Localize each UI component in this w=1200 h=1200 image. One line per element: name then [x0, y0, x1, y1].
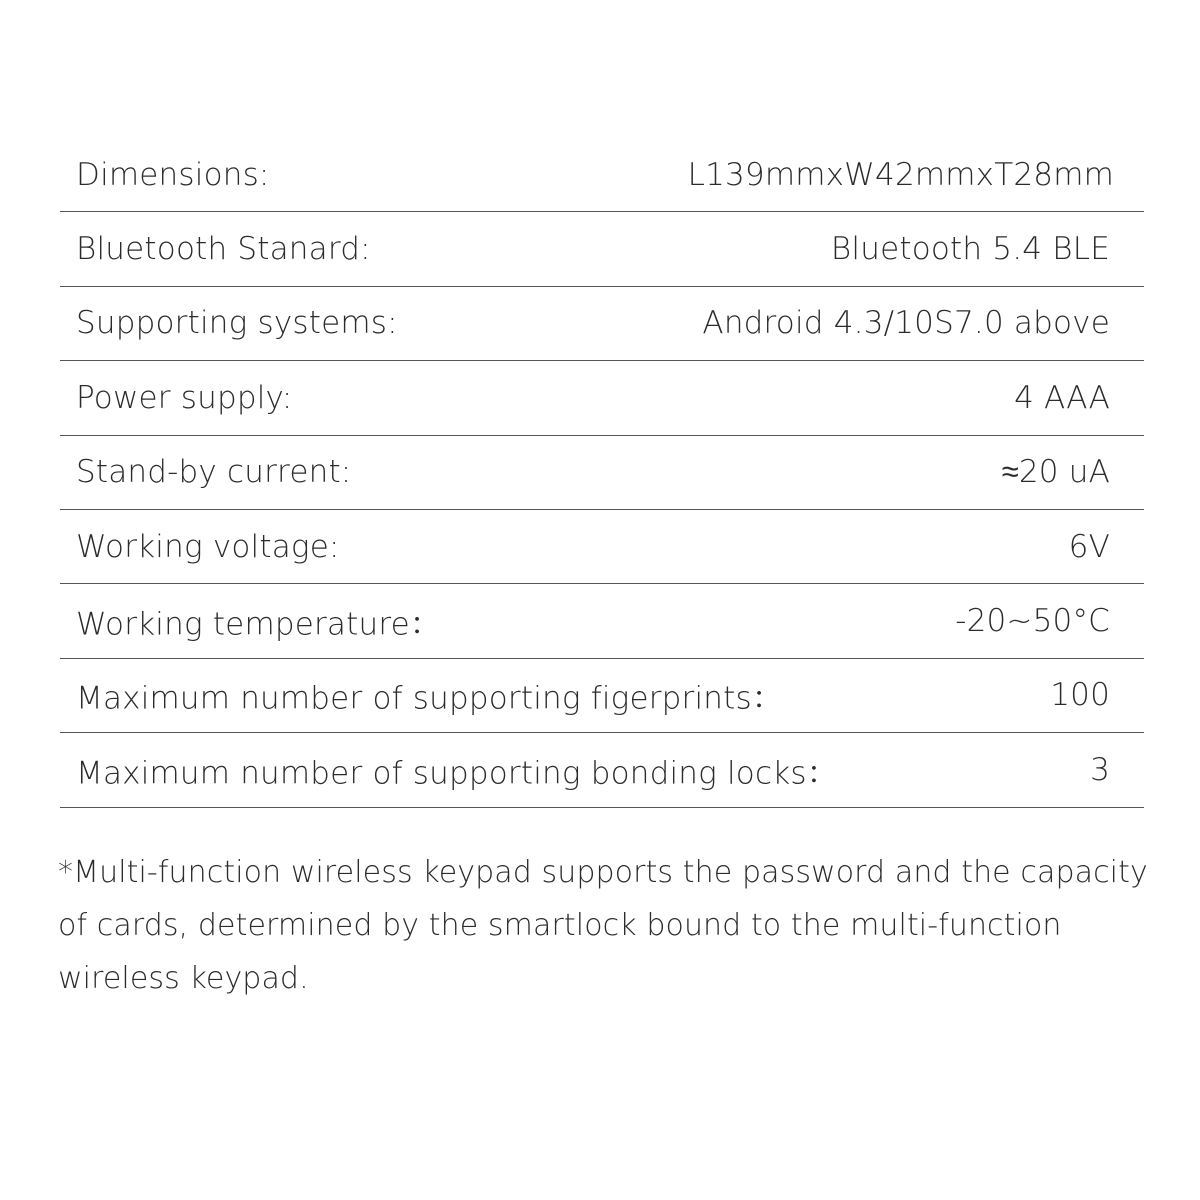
spec-label: Working voltage:	[76, 528, 340, 565]
spec-value: Bluetooth 5.4 BLE	[830, 231, 1110, 268]
spec-value: 4 AAA	[1014, 379, 1110, 416]
spec-label: Dimensions:	[76, 156, 270, 193]
footnote-line: *Multi-function wireless keypad supports the password and the capacity	[58, 855, 1148, 890]
spec-row-dimensions	[60, 138, 1144, 212]
spec-row-max-fingerprints	[60, 659, 1144, 733]
spec-row-power-supply	[60, 361, 1144, 435]
spec-value: 100	[1050, 677, 1110, 714]
spec-table	[60, 138, 1144, 808]
spec-row-working-temperature	[60, 584, 1144, 658]
spec-value: L139mmxW42mmxT28mm	[687, 156, 1114, 193]
spec-label: Maximum number of supporting bonding locks：	[76, 755, 838, 792]
spec-label: Supporting systems:	[76, 305, 398, 342]
spec-label: Bluetooth Stanard:	[76, 231, 371, 268]
spec-row-standby-current	[60, 436, 1144, 510]
footnote	[58, 846, 1158, 1005]
spec-label: Maximum number of supporting figerprints：	[76, 680, 784, 717]
spec-label: Power supply:	[76, 379, 293, 416]
footnote-line: of cards, determined by the smartlock bound to the multi-function	[58, 908, 1062, 943]
spec-row-working-voltage	[60, 510, 1144, 584]
spec-label: Working temperature：	[76, 606, 442, 643]
spec-value: 3	[1090, 751, 1110, 788]
spec-value: ≈20 uA	[1001, 454, 1110, 491]
spec-label: Stand-by current:	[76, 454, 352, 491]
spec-row-max-bonding-locks	[60, 733, 1144, 807]
footnote-line: wireless keypad.	[58, 961, 309, 996]
spec-value: 6V	[1068, 528, 1110, 565]
spec-value: -20~50°C	[955, 603, 1110, 640]
spec-row-supporting-systems	[60, 287, 1144, 361]
spec-row-bluetooth-standard	[60, 212, 1144, 286]
spec-value: Android 4.3/10S7.0 above	[702, 305, 1110, 342]
